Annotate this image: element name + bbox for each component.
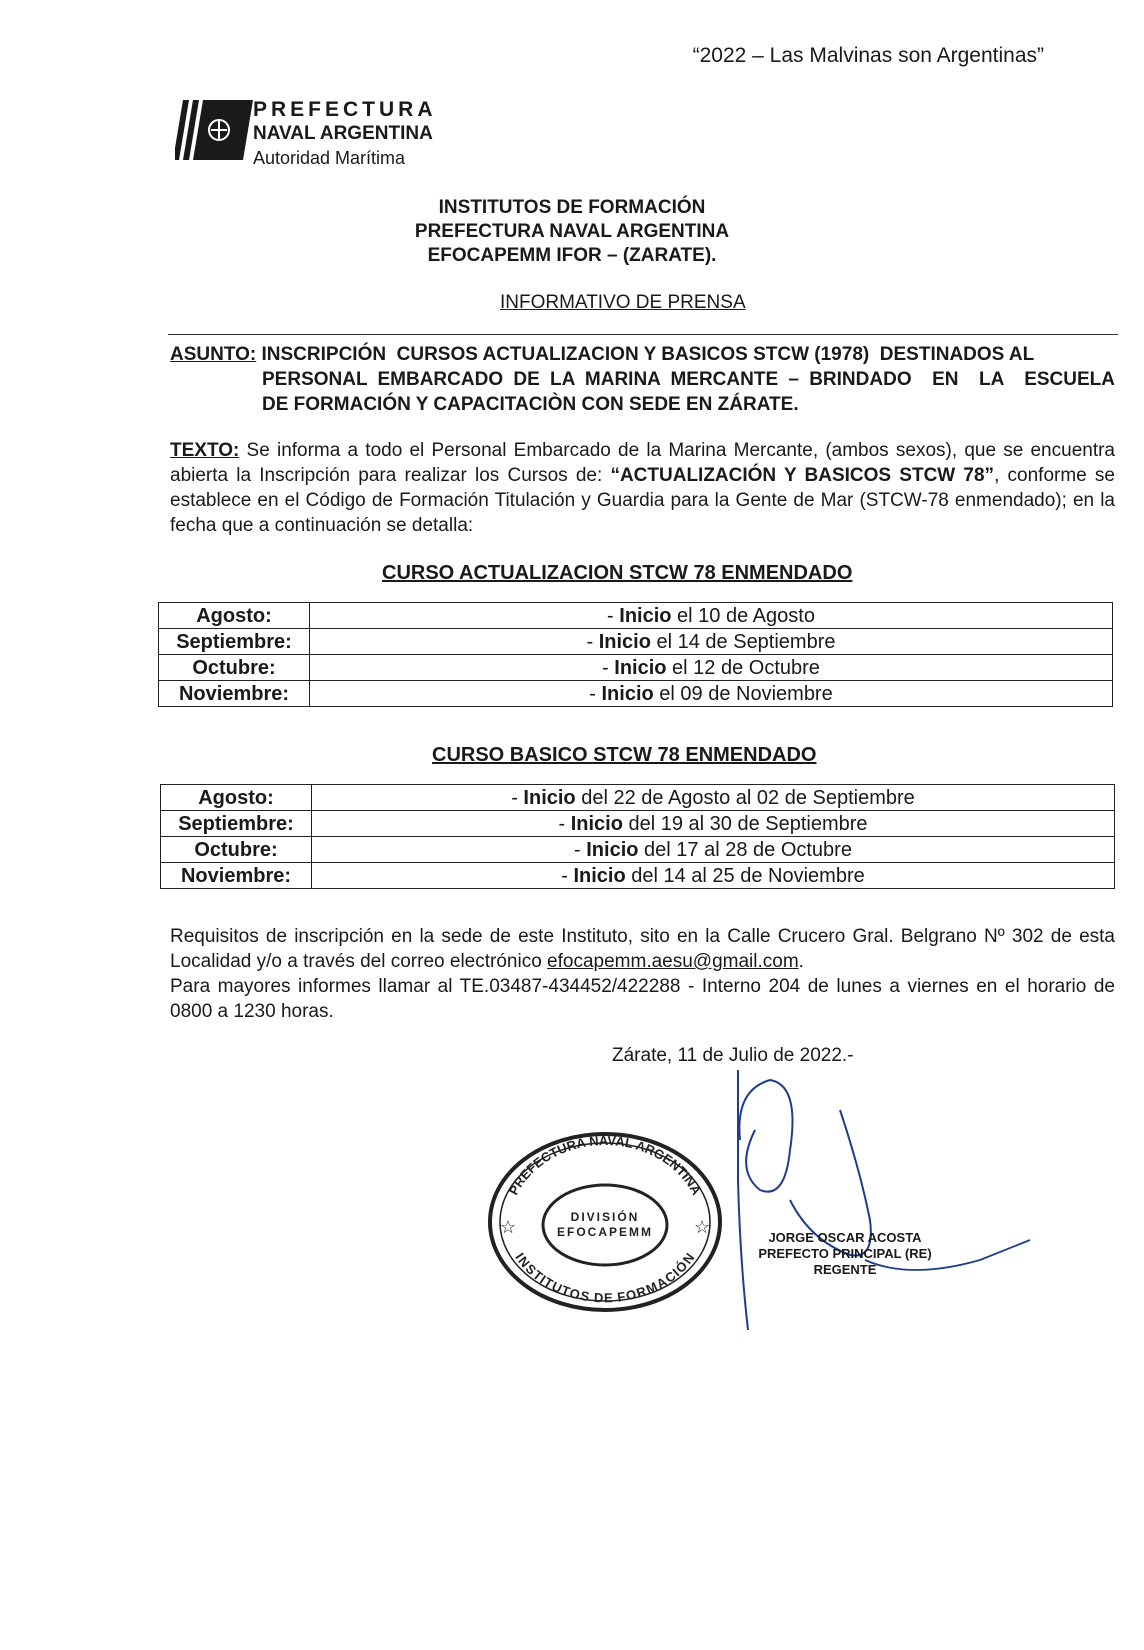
date-prefix: - xyxy=(558,812,571,835)
date-line: Zárate, 11 de Julio de 2022.- xyxy=(612,1045,854,1066)
requirements-text: Requisitos de inscripción en la sede de este Instituto, sito en la Calle Crucero Gral. Belgrano Nº 302 de esta Localidad y/o a través del correo electrónico xyxy=(170,926,1115,972)
date-bold: Inicio xyxy=(598,630,651,653)
stamp-top-text: PREFECTURA NAVAL ARGENTINA xyxy=(505,1132,705,1198)
date-bold: Inicio xyxy=(570,812,623,835)
date-cell xyxy=(312,785,1115,811)
month-cell: Agosto: xyxy=(161,785,312,811)
subject-label: ASUNTO: xyxy=(170,344,257,365)
month-cell: Septiembre: xyxy=(161,811,312,837)
month-cell: Agosto: xyxy=(159,603,310,629)
requirements xyxy=(170,924,1115,1024)
logo xyxy=(175,98,475,176)
date-rest: del 22 de Agosto al 02 de Septiembre xyxy=(575,786,915,809)
table-row xyxy=(161,811,1115,837)
text-bold: “ACTUALIZACIÓN Y BASICOS STCW 78” xyxy=(610,465,995,486)
date-prefix: - xyxy=(574,838,587,861)
body-text xyxy=(170,438,1115,538)
month-cell: Septiembre: xyxy=(159,629,310,655)
date-rest: el 10 de Agosto xyxy=(671,604,815,627)
text-part-2: , conforme se establece en el Código de Formación Titulación y Guardia para la Gente de Mar (STCW-78 enmendado); en la fecha que a continuación se detalla: xyxy=(170,465,1115,536)
table-row xyxy=(161,837,1115,863)
header-line-3: EFOCAPEMM IFOR – (ZARATE). xyxy=(427,245,717,266)
signatory-rank: PREFECTO PRINCIPAL (RE) xyxy=(758,1246,932,1261)
subject-line-1: INSCRIPCIÓN CURSOS ACTUALIZACION Y BASICOS STCW (1978) DESTINADOS AL xyxy=(256,344,1035,365)
date-prefix: - xyxy=(561,864,574,887)
motto: “2022 – Las Malvinas son Argentinas” xyxy=(692,44,1044,67)
date-bold: Inicio xyxy=(586,838,639,861)
stamp-center-1: DIVISIÓN xyxy=(570,1210,640,1224)
signatory-role: REGENTE xyxy=(813,1262,877,1277)
stamp-bottom-text: INSTITUTOS DE FORMACIÓN xyxy=(512,1250,698,1306)
divider xyxy=(168,334,1118,335)
star-icon: ☆ xyxy=(694,1217,711,1237)
logo-authority: Autoridad Marítima xyxy=(253,148,406,168)
header-line-2: PREFECTURA NAVAL ARGENTINA xyxy=(414,221,730,242)
date-cell xyxy=(312,837,1115,863)
table-row xyxy=(161,863,1115,889)
date-prefix: - xyxy=(589,682,602,705)
date-rest: del 17 al 28 de Octubre xyxy=(638,838,852,861)
subject-line-3: DE FORMACIÓN Y CAPACITACIÒN CON SEDE EN ZÁRATE. xyxy=(262,394,799,415)
date-rest: del 19 al 30 de Septiembre xyxy=(622,812,868,835)
date-rest: el 12 de Octubre xyxy=(666,656,820,679)
date-cell xyxy=(310,603,1113,629)
table-row xyxy=(159,629,1113,655)
prefectura-emblem-icon xyxy=(175,100,255,160)
course-update-table xyxy=(158,602,1113,707)
month-cell: Noviembre: xyxy=(159,681,310,707)
signatory xyxy=(745,1230,945,1278)
month-cell: Noviembre: xyxy=(161,863,312,889)
press-label: INFORMATIVO DE PRENSA xyxy=(500,292,746,313)
star-icon: ☆ xyxy=(500,1217,517,1237)
requirements-end: . xyxy=(798,951,804,972)
date-cell xyxy=(310,681,1113,707)
header-line-1: INSTITUTOS DE FORMACIÓN xyxy=(438,197,706,218)
date-rest: del 14 al 25 de Noviembre xyxy=(625,864,865,887)
table-row xyxy=(159,681,1113,707)
requirements-paragraph xyxy=(170,924,1115,974)
text-label: TEXTO: xyxy=(170,440,240,461)
course-update-title: CURSO ACTUALIZACION STCW 78 ENMENDADO xyxy=(382,562,853,584)
table-row xyxy=(159,603,1113,629)
email-link[interactable]: efocapemm.aesu@gmail.com xyxy=(547,951,799,972)
date-prefix: - xyxy=(607,604,620,627)
date-cell xyxy=(312,863,1115,889)
month-cell: Octubre: xyxy=(159,655,310,681)
date-prefix: - xyxy=(511,786,524,809)
date-bold: Inicio xyxy=(523,786,576,809)
date-rest: el 14 de Septiembre xyxy=(650,630,836,653)
date-prefix: - xyxy=(602,656,615,679)
date-bold: Inicio xyxy=(614,656,667,679)
institution-stamp xyxy=(480,1125,730,1315)
table-row xyxy=(159,655,1113,681)
course-basic-table xyxy=(160,784,1115,889)
logo-title: PREFECTURA xyxy=(253,98,437,121)
date-bold: Inicio xyxy=(573,864,626,887)
subject-line-2: PERSONAL EMBARCADO DE LA MARINA MERCANTE – BRINDADO EN LA ESCUELA xyxy=(262,369,1115,390)
date-cell xyxy=(310,655,1113,681)
table-row xyxy=(161,785,1115,811)
signatory-name: JORGE OSCAR ACOSTA xyxy=(768,1230,922,1245)
text-part-1: Se informa a todo el Personal Embarcado de la Marina Mercante, (ambos sexos), que se encuentra abierta la Inscripción para realizar los Cursos de: xyxy=(170,440,1115,486)
month-cell: Octubre: xyxy=(161,837,312,863)
date-prefix: - xyxy=(586,630,599,653)
date-bold: Inicio xyxy=(601,682,654,705)
svg-text:PREFECTURA NAVAL ARGENTINA xyxy=(506,1133,705,1198)
subject xyxy=(170,342,1115,417)
stamp-center-2: EFOCAPEMM xyxy=(557,1225,653,1239)
svg-text:INSTITUTOS DE FORMACIÓN xyxy=(512,1250,697,1305)
date-bold: Inicio xyxy=(619,604,672,627)
logo-subtitle: NAVAL ARGENTINA xyxy=(253,123,433,144)
date-rest: el 09 de Noviembre xyxy=(653,682,833,705)
contact-paragraph: Para mayores informes llamar al TE.03487-434452/422288 - Interno 204 de lunes a viernes en el horario de 0800 a 1230 horas. xyxy=(170,976,1115,1022)
course-basic-title: CURSO BASICO STCW 78 ENMENDADO xyxy=(432,744,817,766)
date-cell xyxy=(312,811,1115,837)
date-cell xyxy=(310,629,1113,655)
